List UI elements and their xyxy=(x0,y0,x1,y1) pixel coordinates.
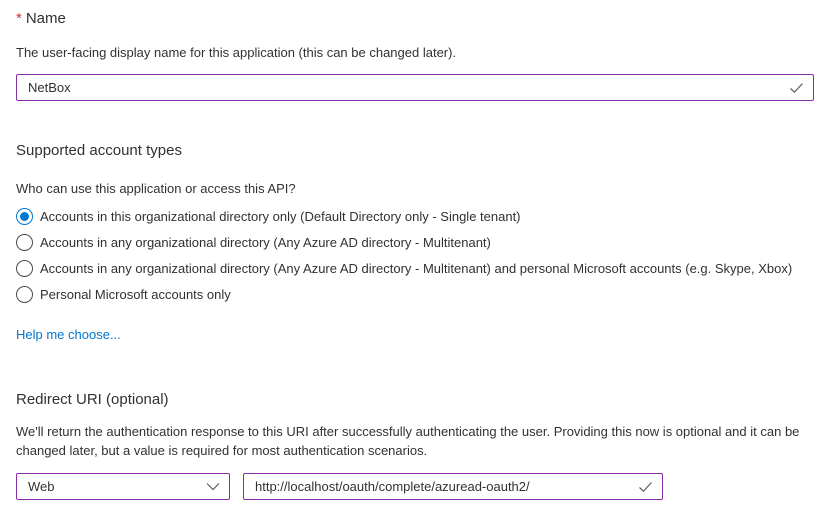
help-me-choose-link[interactable]: Help me choose... xyxy=(16,327,121,342)
radio-label: Personal Microsoft accounts only xyxy=(40,286,231,302)
platform-select[interactable] xyxy=(16,473,230,500)
radio-multitenant-personal[interactable] xyxy=(16,255,792,281)
radio-button-icon[interactable] xyxy=(16,208,33,225)
chevron-down-icon xyxy=(206,482,220,491)
valid-checkmark-icon xyxy=(789,82,804,94)
radio-label: Accounts in this organizational directory only (Default Directory only - Single tenant) xyxy=(40,208,521,224)
radio-label: Accounts in any organizational directory (Any Azure AD directory - Multitenant) xyxy=(40,234,491,250)
redirect-uri-input[interactable] xyxy=(244,474,638,499)
radio-button-icon[interactable] xyxy=(16,234,33,251)
radio-multitenant[interactable] xyxy=(16,229,491,255)
name-section-heading xyxy=(16,10,66,27)
radio-label: Accounts in any organizational directory (Any Azure AD directory - Multitenant) and personal Microsoft accounts (e.g. Skype, Xbox) xyxy=(40,260,793,276)
name-label: Name xyxy=(25,10,66,27)
redirect-uri-description: We'll return the authentication response to this URI after successfully authenticating the user. Providing this now is optional and it can be changed later, but a value is required for most authentication scenarios. xyxy=(16,424,800,458)
radio-button-icon[interactable] xyxy=(16,286,33,303)
redirect-uri-input-box xyxy=(243,473,663,500)
radio-button-icon[interactable] xyxy=(16,260,33,277)
radio-single-tenant[interactable] xyxy=(16,203,521,229)
radio-personal-only[interactable] xyxy=(16,281,231,307)
valid-checkmark-icon xyxy=(638,481,653,493)
name-description: The user-facing display name for this application (this can be changed later). xyxy=(16,45,457,60)
account-types-question: Who can use this application or access this API? xyxy=(16,181,296,196)
platform-select-value: Web xyxy=(28,479,55,494)
redirect-uri-heading: Redirect URI (optional) xyxy=(16,391,169,408)
name-input-box xyxy=(16,74,814,101)
name-input[interactable] xyxy=(17,75,789,100)
account-types-heading: Supported account types xyxy=(16,142,182,159)
required-asterisk: * xyxy=(16,10,22,27)
